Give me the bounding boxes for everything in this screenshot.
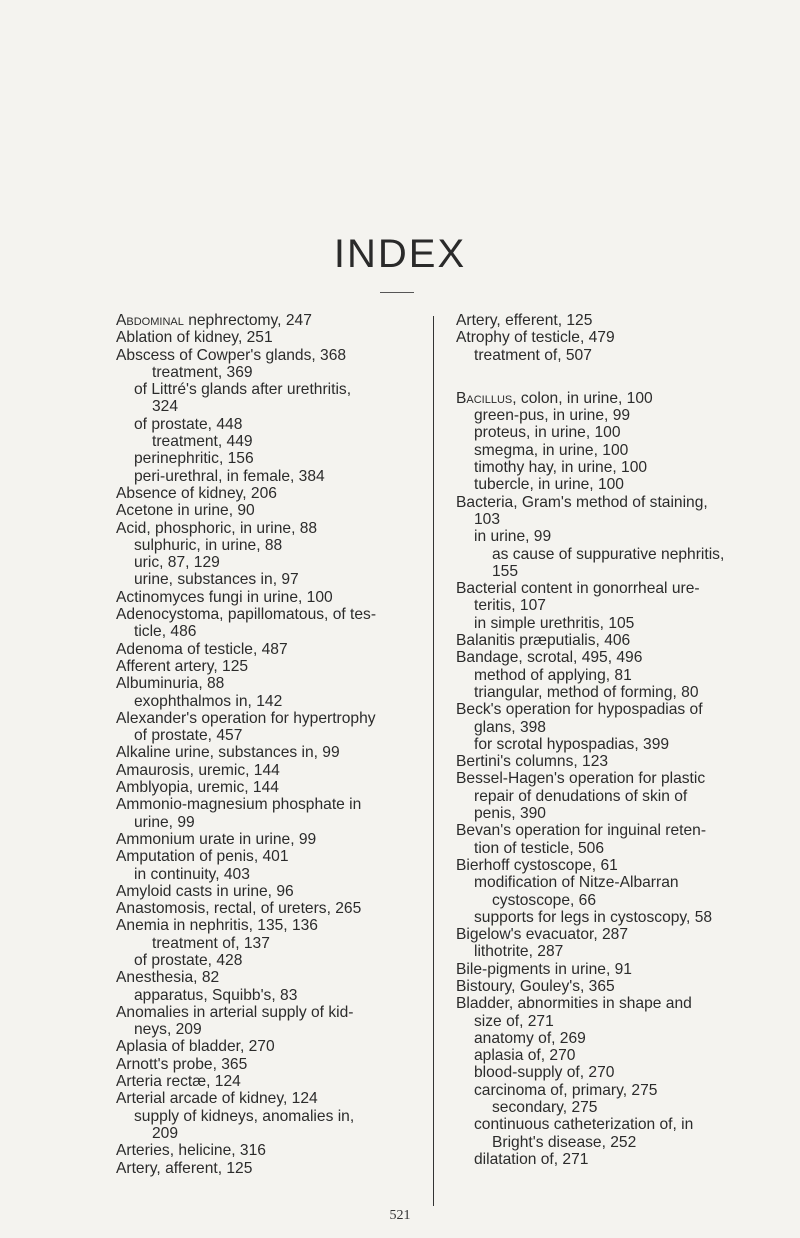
index-entry: continuous catheterization of, in	[474, 1116, 694, 1134]
index-entry: 103	[474, 510, 501, 528]
index-entry: secondary, 275	[492, 1099, 598, 1117]
index-entry: repair of denudations of skin of	[474, 787, 688, 805]
index-entry: Bevan's operation for inguinal reten-	[456, 822, 707, 840]
index-entry: size of, 271	[474, 1012, 554, 1030]
index-entry: treatment of, 507	[474, 346, 592, 364]
index-entry: urine, 99	[134, 813, 195, 831]
index-entry: green-pus, in urine, 99	[474, 407, 631, 425]
index-entry: Abdominal nephrectomy, 247	[116, 312, 312, 329]
index-entry: sulphuric, in urine, 88	[134, 536, 283, 554]
page-number: 521	[389, 1208, 411, 1223]
index-entry: for scrotal hypospadias, 399	[474, 735, 670, 753]
index-entry: Artery, afferent, 125	[116, 1159, 253, 1177]
index-entry: Bandage, scrotal, 495, 496	[456, 649, 643, 667]
index-entry: Actinomyces fungi in urine, 100	[116, 588, 333, 606]
title-rule	[380, 292, 414, 293]
index-entry: Anomalies in arterial supply of kid-	[116, 1003, 354, 1021]
index-entry: neys, 209	[134, 1021, 202, 1039]
index-entry: Bistoury, Gouley's, 365	[456, 977, 615, 995]
index-entry: Ammonium urate in urine, 99	[116, 830, 317, 848]
index-entry: uric, 87, 129	[134, 554, 220, 572]
index-column-right	[456, 312, 756, 1168]
index-entry: Bacillus, colon, in urine, 100	[456, 389, 653, 407]
index-entry: as cause of suppurative nephritis,	[492, 545, 725, 563]
index-entry: of prostate, 428	[134, 951, 243, 969]
index-entry: Amblyopia, uremic, 144	[116, 779, 279, 797]
index-entry: Acetone in urine, 90	[116, 502, 255, 520]
index-entry: Bright's disease, 252	[492, 1133, 637, 1151]
index-entry: glans, 398	[474, 718, 546, 736]
index-entry: timothy hay, in urine, 100	[474, 459, 648, 477]
index-entry: Ablation of kidney, 251	[116, 329, 273, 347]
index-entry: anatomy of, 269	[474, 1029, 586, 1047]
index-entry: Bacterial content in gonorrheal ure-	[456, 580, 700, 598]
index-entry: Amyloid casts in urine, 96	[116, 882, 294, 900]
index-entry: Arnott's probe, 365	[116, 1055, 248, 1073]
index-entry: exophthalmos in, 142	[134, 692, 283, 710]
index-entry: Atrophy of testicle, 479	[456, 329, 615, 347]
index-entry: lithotrite, 287	[474, 943, 564, 961]
index-entry: dilatation of, 271	[474, 1150, 589, 1168]
index-entry: smegma, in urine, 100	[474, 441, 629, 459]
index-entry: Abscess of Cowper's glands, 368	[116, 346, 347, 364]
index-entry: treatment, 449	[152, 433, 253, 451]
index-entry: Arterial arcade of kidney, 124	[116, 1090, 318, 1108]
index-entry: in urine, 99	[474, 528, 552, 546]
index-entry: 155	[492, 562, 519, 580]
index-entry: penis, 390	[474, 805, 546, 823]
index-entry: of prostate, 448	[134, 415, 243, 433]
index-entry: Arteria rectæ, 124	[116, 1073, 241, 1091]
index-entry: aplasia of, 270	[474, 1047, 576, 1065]
index-entry: Amaurosis, uremic, 144	[116, 761, 280, 779]
index-entry: proteus, in urine, 100	[474, 424, 621, 442]
index-entry: teritis, 107	[474, 597, 546, 615]
index-entry: Arteries, helicine, 316	[116, 1142, 266, 1160]
index-entry: 324	[152, 398, 179, 416]
index-entry: in continuity, 403	[134, 865, 250, 883]
index-entry: Bile-pigments in urine, 91	[456, 960, 632, 978]
index-entry: Adenoma of testicle, 487	[116, 640, 288, 658]
index-entry: Bertini's columns, 123	[456, 753, 609, 771]
index-entry: tubercle, in urine, 100	[474, 476, 624, 494]
page-title: INDEX	[333, 232, 467, 276]
index-entry: Ammonio-magnesium phosphate in	[116, 796, 362, 814]
index-entry: in simple urethritis, 105	[474, 614, 635, 632]
index-entry: Anesthesia, 82	[116, 969, 220, 987]
index-entry: triangular, method of forming, 80	[474, 683, 699, 701]
index-entry: Amputation of penis, 401	[116, 848, 289, 866]
index-entry: supply of kidneys, anomalies in,	[134, 1107, 355, 1125]
index-entry: Beck's operation for hypospadias of	[456, 701, 703, 719]
index-entry: Adenocystoma, papillomatous, of tes-	[116, 606, 377, 624]
index-entry: method of applying, 81	[474, 666, 632, 684]
index-entry: Bigelow's evacuator, 287	[456, 926, 629, 944]
index-entry: cystoscope, 66	[492, 891, 597, 909]
index-entry: 209	[152, 1124, 179, 1142]
index-entry: Balanitis præputialis, 406	[456, 632, 631, 650]
index-entry: Afferent artery, 125	[116, 657, 249, 675]
index-entry: Bacteria, Gram's method of staining,	[456, 493, 708, 511]
index-entry: Anemia in nephritis, 135, 136	[116, 917, 318, 935]
index-entry: Bessel-Hagen's operation for plastic	[456, 770, 706, 788]
index-entry: treatment, 369	[152, 363, 253, 381]
column-divider	[433, 316, 434, 1206]
index-entry: urine, substances in, 97	[134, 571, 299, 589]
index-entry: Albuminuria, 88	[116, 675, 225, 693]
index-entry: Alexander's operation for hypertrophy	[116, 709, 376, 727]
index-entry: treatment of, 137	[152, 934, 270, 952]
index-entry: of Littré's glands after urethritis,	[134, 381, 352, 399]
index-entry: Anastomosis, rectal, of ureters, 265	[116, 900, 362, 918]
index-entry: supports for legs in cystoscopy, 58	[474, 908, 713, 926]
index-entry: of prostate, 457	[134, 727, 243, 745]
index-entry: blood-supply of, 270	[474, 1064, 615, 1082]
index-entry: perinephritic, 156	[134, 450, 254, 468]
index-entry: peri-urethral, in female, 384	[134, 467, 325, 485]
index-entry: Acid, phosphoric, in urine, 88	[116, 519, 318, 537]
index-entry: Bladder, abnormities in shape and	[456, 995, 692, 1013]
index-entry: Bierhoff cystoscope, 61	[456, 856, 618, 874]
index-entry: modification of Nitze-Albarran	[474, 874, 679, 892]
index-entry: Aplasia of bladder, 270	[116, 1038, 275, 1056]
index-entry: carcinoma of, primary, 275	[474, 1081, 658, 1099]
section-gap	[456, 364, 756, 390]
index-column-left	[116, 312, 422, 1177]
index-entry: Alkaline urine, substances in, 99	[116, 744, 340, 762]
index-entry: Artery, efferent, 125	[456, 312, 593, 329]
index-entry: tion of testicle, 506	[474, 839, 605, 857]
index-entry: ticle, 486	[134, 623, 197, 641]
index-entry: Absence of kidney, 206	[116, 484, 277, 502]
index-entry: apparatus, Squibb's, 83	[134, 986, 298, 1004]
